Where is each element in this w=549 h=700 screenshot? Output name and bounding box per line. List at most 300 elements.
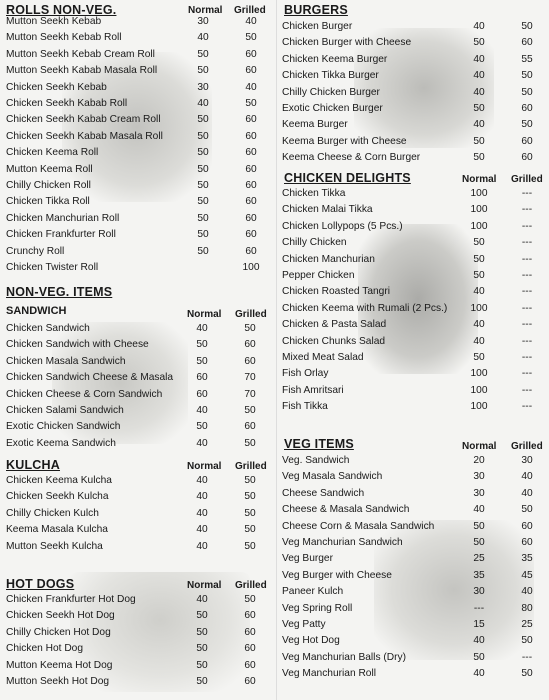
- menu-row: [0, 32, 276, 48]
- price-grilled: 60: [244, 659, 256, 671]
- price-grilled: 60: [244, 676, 256, 687]
- item-name: Chicken Keema Burger: [282, 53, 388, 65]
- price-normal: 50: [197, 180, 209, 191]
- price-grilled: 60: [245, 130, 257, 142]
- item-name: Veg Manchurian Sandwich: [282, 537, 403, 548]
- menu-row: [276, 270, 549, 286]
- menu-row: [0, 610, 276, 626]
- price-normal: 100: [470, 401, 488, 413]
- price-normal: 50: [473, 135, 485, 147]
- price-grilled: 60: [244, 355, 256, 367]
- price-normal: 50: [196, 643, 208, 655]
- price-grilled: ---: [521, 302, 533, 314]
- price-normal: 35: [473, 569, 485, 581]
- price-normal: 50: [197, 163, 209, 175]
- price-grilled: 60: [245, 229, 257, 241]
- price-normal: 40: [197, 32, 209, 44]
- item-name: Chicken Sandwich: [6, 323, 90, 334]
- price-grilled: 50: [521, 635, 533, 647]
- price-normal: 50: [197, 48, 209, 60]
- menu-row: [276, 21, 549, 37]
- item-name: Chicken Twister Roll: [6, 262, 99, 273]
- menu-row: [0, 421, 276, 437]
- price-normal: 40: [473, 319, 485, 331]
- price-grilled: ---: [521, 335, 533, 347]
- item-name: Mutton Keema Hot Dog: [6, 659, 113, 671]
- price-normal: 40: [473, 286, 485, 298]
- price-normal: 50: [196, 421, 208, 433]
- item-name: Keema Burger: [282, 119, 348, 131]
- menu-row: [276, 37, 549, 53]
- price-normal: 50: [473, 37, 485, 49]
- price-normal: 50: [473, 152, 485, 164]
- nonveg-heading: NON-VEG. ITEMS: [6, 285, 113, 299]
- price-grilled: 40: [245, 81, 257, 93]
- price-normal: 40: [196, 437, 208, 449]
- price-normal: 40: [473, 668, 485, 680]
- menu-row: [0, 131, 276, 147]
- item-name: Chilly Chicken Roll: [6, 180, 91, 191]
- price-grilled: ---: [521, 253, 533, 265]
- menu-row: [276, 537, 549, 553]
- price-grilled: ---: [521, 286, 533, 298]
- item-name: Chicken Frankfurter Roll: [6, 229, 116, 241]
- price-normal: 40: [196, 594, 208, 605]
- menu-row: [0, 180, 276, 196]
- item-name: Chilly Chicken: [282, 237, 347, 249]
- menu-row: [0, 389, 276, 405]
- menu-row: [276, 603, 549, 619]
- item-name: Chicken Sandwich with Cheese: [6, 339, 149, 351]
- menu-row: [276, 119, 549, 135]
- price-normal: 50: [473, 103, 485, 114]
- delights-grilled-header: Grilled: [511, 174, 543, 185]
- item-name: Mutton Seekh Kebab Roll: [6, 32, 122, 44]
- price-normal: 50: [196, 610, 208, 622]
- menu-row: [276, 635, 549, 651]
- menu-row: [0, 508, 276, 524]
- item-name: Veg Manchurian Balls (Dry): [282, 651, 406, 663]
- price-grilled: 55: [521, 53, 533, 65]
- item-name: Chicken Seekh Kabab Roll: [6, 98, 128, 109]
- price-normal: 50: [196, 339, 208, 351]
- price-normal: 30: [197, 16, 209, 27]
- price-grilled: 60: [245, 212, 257, 224]
- item-name: Keema Burger with Cheese: [282, 135, 407, 147]
- price-normal: 50: [197, 212, 209, 224]
- item-name: Mutton Seekh Kulcha: [6, 540, 103, 552]
- price-normal: 25: [473, 553, 485, 565]
- item-name: Veg Spring Roll: [282, 602, 353, 614]
- price-grilled: 60: [245, 245, 257, 257]
- price-grilled: 50: [244, 507, 256, 519]
- item-name: Chicken Tikka: [282, 188, 346, 199]
- price-normal: 30: [197, 81, 209, 93]
- rolls-grilled-header: Grilled: [234, 5, 266, 16]
- item-name: Chicken Frankfurter Hot Dog: [6, 594, 136, 605]
- price-normal: 40: [196, 524, 208, 536]
- price-grilled: 50: [244, 540, 256, 552]
- item-name: Chilly Chicken Burger: [282, 86, 380, 98]
- price-grilled: 50: [245, 32, 257, 44]
- price-grilled: 60: [244, 643, 256, 655]
- price-normal: 40: [473, 53, 485, 65]
- price-normal: 40: [473, 70, 485, 82]
- price-grilled: 60: [521, 520, 533, 532]
- item-name: Mutton Seekh Kebab: [6, 16, 102, 27]
- price-grilled: 60: [244, 421, 256, 433]
- item-name: Cheese Corn & Masala Sandwich: [282, 520, 435, 532]
- menu-row: [0, 405, 276, 421]
- item-name: Chicken Masala Sandwich: [6, 355, 126, 367]
- price-grilled: 60: [245, 196, 257, 208]
- menu-row: [0, 147, 276, 163]
- price-normal: 50: [197, 147, 209, 159]
- price-normal: 50: [473, 253, 485, 265]
- menu-row: [276, 87, 549, 103]
- price-normal: 15: [473, 619, 485, 630]
- price-grilled: 45: [521, 569, 533, 581]
- price-normal: 40: [197, 98, 209, 109]
- price-grilled: ---: [521, 270, 533, 281]
- menu-row: [0, 213, 276, 229]
- menu-row: [276, 103, 549, 119]
- item-name: Chicken Seekh Hot Dog: [6, 610, 115, 622]
- menu-row: [0, 196, 276, 212]
- price-normal: 40: [473, 86, 485, 98]
- item-name: Veg Burger with Cheese: [282, 569, 392, 581]
- price-grilled: ---: [521, 368, 533, 380]
- price-normal: 50: [196, 626, 208, 638]
- price-grilled: 70: [244, 372, 256, 384]
- item-name: Chicken Hot Dog: [6, 643, 84, 655]
- price-grilled: 40: [245, 16, 257, 27]
- price-normal: 50: [196, 676, 208, 687]
- price-normal: 50: [197, 130, 209, 142]
- item-name: Keema Cheese & Corn Burger: [282, 152, 421, 164]
- menu-row: [276, 336, 549, 352]
- item-name: Exotic Chicken Sandwich: [6, 421, 121, 433]
- item-name: Keema Masala Kulcha: [6, 524, 108, 536]
- price-grilled: 25: [521, 619, 533, 630]
- price-grilled: 35: [521, 553, 533, 565]
- price-grilled: 60: [245, 180, 257, 191]
- item-name: Veg Burger: [282, 553, 333, 565]
- price-grilled: 60: [245, 48, 257, 60]
- hotdogs-heading: HOT DOGS: [6, 577, 75, 591]
- price-grilled: 80: [521, 602, 533, 614]
- menu-row: [0, 372, 276, 388]
- menu-row: [0, 438, 276, 454]
- price-normal: 40: [196, 323, 208, 334]
- price-grilled: 60: [245, 163, 257, 175]
- price-normal: 50: [473, 651, 485, 663]
- item-name: Paneer Kulch: [282, 586, 344, 598]
- menu-row: [276, 188, 549, 204]
- price-normal: 20: [473, 455, 485, 466]
- menu-row: [276, 385, 549, 401]
- item-name: Exotic Keema Sandwich: [6, 437, 116, 449]
- item-name: Chicken Salami Sandwich: [6, 405, 124, 416]
- price-grilled: 50: [521, 119, 533, 131]
- menu-row: [0, 627, 276, 643]
- kulcha-normal-header: Normal: [187, 461, 222, 472]
- price-normal: 50: [473, 352, 485, 363]
- menu-row: [276, 352, 549, 368]
- menu-row: [276, 368, 549, 384]
- item-name: Fish Amritsari: [282, 384, 344, 396]
- item-name: Crunchy Roll: [6, 245, 65, 257]
- price-normal: 40: [473, 119, 485, 131]
- price-grilled: 50: [244, 323, 256, 334]
- menu-row: [276, 570, 549, 586]
- item-name: Chilly Chicken Kulch: [6, 507, 99, 519]
- price-grilled: 50: [521, 668, 533, 680]
- menu-row: [0, 164, 276, 180]
- price-grilled: 60: [521, 37, 533, 49]
- price-grilled: 50: [244, 475, 256, 486]
- menu-row: [276, 286, 549, 302]
- menu-row: [276, 668, 549, 684]
- price-grilled: 40: [521, 471, 533, 483]
- burgers-heading: BURGERS: [284, 3, 348, 17]
- item-name: Veg Patty: [282, 619, 326, 630]
- price-grilled: 50: [244, 491, 256, 503]
- item-name: Veg. Sandwich: [282, 455, 350, 466]
- item-name: Chicken Tikka Burger: [282, 70, 379, 82]
- menu-row: [276, 619, 549, 635]
- item-name: Chicken Lollypops (5 Pcs.): [282, 220, 403, 232]
- nonveg-normal-header: Normal: [187, 309, 222, 320]
- price-grilled: 50: [244, 594, 256, 605]
- price-grilled: 60: [245, 65, 257, 77]
- price-grilled: 60: [245, 114, 257, 126]
- item-name: Mutton Seekh Kebab Cream Roll: [6, 48, 155, 60]
- menu-row: [276, 471, 549, 487]
- price-normal: 40: [473, 21, 485, 32]
- price-normal: 40: [196, 405, 208, 416]
- menu-row: [276, 136, 549, 152]
- item-name: Mixed Meat Salad: [282, 352, 364, 363]
- price-normal: 60: [196, 388, 208, 400]
- price-grilled: 60: [244, 626, 256, 638]
- price-normal: 100: [470, 302, 488, 314]
- item-name: Chilly Chicken Hot Dog: [6, 626, 111, 638]
- item-name: Chicken Roasted Tangri: [282, 286, 390, 298]
- price-grilled: 50: [244, 405, 256, 416]
- price-grilled: 60: [521, 537, 533, 548]
- item-name: Mutton Seekh Kabab Masala Roll: [6, 65, 158, 77]
- menu-row: [0, 229, 276, 245]
- veg-heading: VEG ITEMS: [284, 437, 354, 451]
- price-grilled: 70: [244, 388, 256, 400]
- price-normal: 30: [473, 471, 485, 483]
- item-name: Chicken Manchurian Roll: [6, 212, 120, 224]
- price-normal: 100: [470, 220, 488, 232]
- menu-row: [276, 488, 549, 504]
- item-name: Veg Manchurian Roll: [282, 668, 377, 680]
- price-grilled: 60: [244, 610, 256, 622]
- price-grilled: 50: [521, 504, 533, 516]
- item-name: Chicken Seekh Kulcha: [6, 491, 109, 503]
- item-name: Chicken Keema Roll: [6, 147, 99, 159]
- item-name: Veg Masala Sandwich: [282, 471, 383, 483]
- veg-normal-header: Normal: [462, 441, 497, 452]
- sandwich-subheading: SANDWICH: [6, 305, 67, 317]
- item-name: Chicken Cheese & Corn Sandwich: [6, 388, 163, 400]
- price-grilled: ---: [521, 352, 533, 363]
- menu-row: [276, 455, 549, 471]
- item-name: Chicken & Pasta Salad: [282, 319, 387, 331]
- price-grilled: 50: [244, 524, 256, 536]
- menu-row: [0, 16, 276, 32]
- price-grilled: 60: [521, 103, 533, 114]
- hotdogs-normal-header: Normal: [187, 580, 222, 591]
- item-name: Fish Tikka: [282, 401, 328, 413]
- menu-row: [0, 262, 276, 278]
- item-name: Chicken Malai Tikka: [282, 204, 373, 216]
- price-grilled: 40: [521, 586, 533, 598]
- item-name: Chicken Tikka Roll: [6, 196, 90, 208]
- price-grilled: ---: [521, 651, 533, 663]
- price-grilled: 60: [244, 339, 256, 351]
- menu-row: [0, 82, 276, 98]
- price-grilled: 60: [521, 135, 533, 147]
- menu-row: [0, 475, 276, 491]
- menu-row: [0, 65, 276, 81]
- price-normal: 100: [470, 204, 488, 216]
- price-normal: 50: [196, 659, 208, 671]
- price-normal: 50: [196, 355, 208, 367]
- price-grilled: ---: [521, 237, 533, 249]
- price-grilled: ---: [521, 319, 533, 331]
- price-grilled: 60: [245, 147, 257, 159]
- price-normal: 40: [473, 504, 485, 516]
- item-name: Chicken Sandwich Cheese & Masala: [6, 372, 174, 384]
- item-name: Chicken Keema with Rumali (2 Pcs.): [282, 302, 448, 314]
- menu-row: [276, 221, 549, 237]
- menu-row: [0, 643, 276, 659]
- menu-row: [276, 54, 549, 70]
- price-grilled: 60: [521, 152, 533, 164]
- price-grilled: ---: [521, 220, 533, 232]
- menu-row: [0, 49, 276, 65]
- veg-grilled-header: Grilled: [511, 441, 543, 452]
- rolls-normal-header: Normal: [188, 5, 223, 16]
- price-grilled: 50: [244, 437, 256, 449]
- kulcha-heading: KULCHA: [6, 458, 60, 472]
- menu-row: [0, 524, 276, 540]
- item-name: Chicken Seekh Kebab: [6, 81, 107, 93]
- menu-row: [276, 319, 549, 335]
- menu-row: [276, 401, 549, 417]
- menu-row: [0, 356, 276, 372]
- price-normal: 60: [196, 372, 208, 384]
- menu-row: [276, 152, 549, 168]
- price-normal: 40: [196, 540, 208, 552]
- menu-row: [276, 254, 549, 270]
- price-normal: 50: [197, 65, 209, 77]
- price-grilled: 40: [521, 487, 533, 499]
- item-name: Mutton Keema Roll: [6, 163, 93, 175]
- kulcha-grilled-header: Grilled: [235, 461, 267, 472]
- price-grilled: 30: [521, 455, 533, 466]
- price-normal: 50: [473, 537, 485, 548]
- menu-row: [0, 491, 276, 507]
- price-normal: 50: [473, 520, 485, 532]
- item-name: Chicken Keema Kulcha: [6, 475, 112, 486]
- menu-row: [0, 541, 276, 557]
- item-name: Mutton Seekh Hot Dog: [6, 676, 110, 687]
- delights-normal-header: Normal: [462, 174, 497, 185]
- price-grilled: ---: [521, 401, 533, 413]
- price-normal: 40: [196, 507, 208, 519]
- menu-row: [0, 660, 276, 676]
- menu-row: [0, 339, 276, 355]
- price-normal: 100: [470, 368, 488, 380]
- price-normal: 30: [473, 487, 485, 499]
- price-grilled: ---: [521, 384, 533, 396]
- menu-row: [276, 70, 549, 86]
- menu-row: [0, 246, 276, 262]
- item-name: Pepper Chicken: [282, 270, 355, 281]
- price-grilled: 50: [521, 21, 533, 32]
- price-normal: 50: [197, 196, 209, 208]
- item-name: Chicken Burger with Cheese: [282, 37, 412, 49]
- menu-row: [276, 204, 549, 220]
- price-normal: ---: [473, 602, 485, 614]
- price-grilled: 50: [521, 70, 533, 82]
- hotdogs-grilled-header: Grilled: [235, 580, 267, 591]
- price-normal: 30: [473, 586, 485, 598]
- menu-row: [276, 504, 549, 520]
- item-name: Chicken Burger: [282, 21, 353, 32]
- item-name: Veg Hot Dog: [282, 635, 340, 647]
- menu-row: [276, 553, 549, 569]
- price-grilled: 100: [242, 262, 260, 273]
- item-name: Chicken Seekh Kabab Masala Roll: [6, 130, 163, 142]
- price-normal: 40: [473, 635, 485, 647]
- menu-row: [276, 586, 549, 602]
- menu-row: [276, 652, 549, 668]
- item-name: Chicken Manchurian: [282, 253, 375, 265]
- nonveg-grilled-header: Grilled: [235, 309, 267, 320]
- price-normal: 40: [196, 491, 208, 503]
- price-normal: 50: [197, 245, 209, 257]
- menu-row: [0, 676, 276, 692]
- price-normal: 50: [473, 270, 485, 281]
- menu-row: [276, 521, 549, 537]
- menu-row: [0, 114, 276, 130]
- price-grilled: 50: [245, 98, 257, 109]
- price-normal: 50: [473, 237, 485, 249]
- item-name: Fish Orlay: [282, 368, 329, 380]
- menu-row: [276, 303, 549, 319]
- price-normal: 100: [470, 188, 488, 199]
- menu-row: [276, 237, 549, 253]
- menu-row: [0, 98, 276, 114]
- price-grilled: ---: [521, 204, 533, 216]
- item-name: Exotic Chicken Burger: [282, 103, 383, 114]
- price-normal: 50: [197, 114, 209, 126]
- item-name: Chicken Seekh Kabab Cream Roll: [6, 114, 161, 126]
- item-name: Cheese Sandwich: [282, 487, 365, 499]
- price-normal: 40: [196, 475, 208, 486]
- price-normal: 40: [473, 335, 485, 347]
- price-normal: 100: [470, 384, 488, 396]
- price-normal: 50: [197, 229, 209, 241]
- price-grilled: ---: [521, 188, 533, 199]
